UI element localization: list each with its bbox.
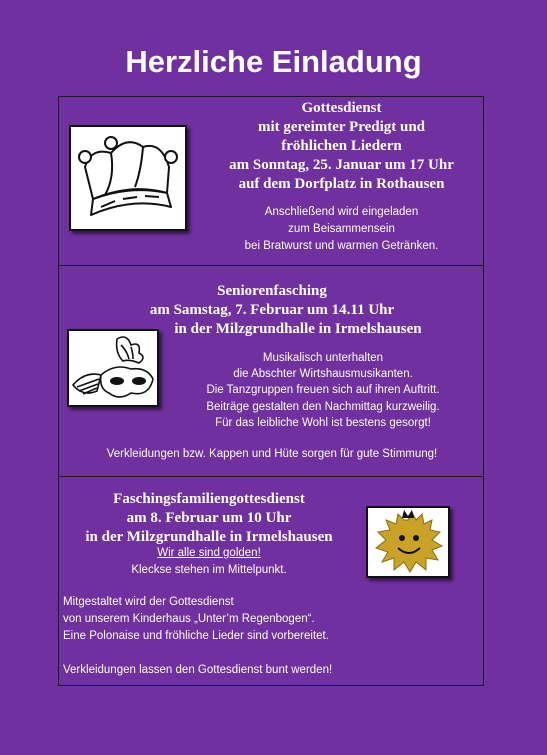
section2-text: Musikalisch unterhalten die Abschter Wirtshausmusikanten. Die Tanzgruppen freuen sich auf ihren Auftritt. Beiträge gestalten den Nachmittag kurzweilig. Für das leibliche Wohl ist bestens gesorgt!	[206, 352, 440, 429]
golden-blob-king-icon	[366, 506, 450, 578]
carnival-mask-icon	[67, 329, 159, 407]
divider	[59, 265, 483, 266]
section3-heading: Faschingsfamiliengottesdienst am 8. Februar um 10 Uhr in der Milzgrundhalle in Irmelshausen	[85, 491, 333, 545]
invitation-box	[58, 96, 484, 686]
section2-heading: Seniorenfasching am Samstag, 7. Februar um 14.11 Uhr in der Milzgrundhalle in Irmelshausen	[149, 283, 422, 337]
section1-text: Anschließend wird eingeladen zum Beisammensein bei Bratwurst und warmen Getränken.	[244, 206, 439, 252]
section3-motto: Wir alle sind golden! Kleckse stehen im Mittelpunkt.	[131, 547, 287, 576]
section3-closing: Verkleidungen lassen den Gottesdienst bunt werden!	[63, 664, 333, 676]
section1-heading: Gottesdienst mit gereimter Predigt und fröhlichen Liedern am Sonntag, 25. Januar um 17 Uhr auf dem Dorfplatz in Rothausen	[229, 100, 454, 192]
section2-closing: Verkleidungen bzw. Kappen und Hüte sorgen für gute Stimmung!	[106, 448, 438, 460]
page-title: Herzliche Einladung	[125, 44, 422, 79]
divider	[59, 476, 483, 477]
jester-hat-icon	[69, 125, 187, 231]
section3-text: Mitgestaltet wird der Gottesdienst von unserem Kinderhaus „Unter’m Regenbogen“. Eine Polonaise und fröhliche Lieder sind vorbereitet. Verkleidungen lassen den Gottesdienst bunt werden!	[63, 594, 483, 679]
